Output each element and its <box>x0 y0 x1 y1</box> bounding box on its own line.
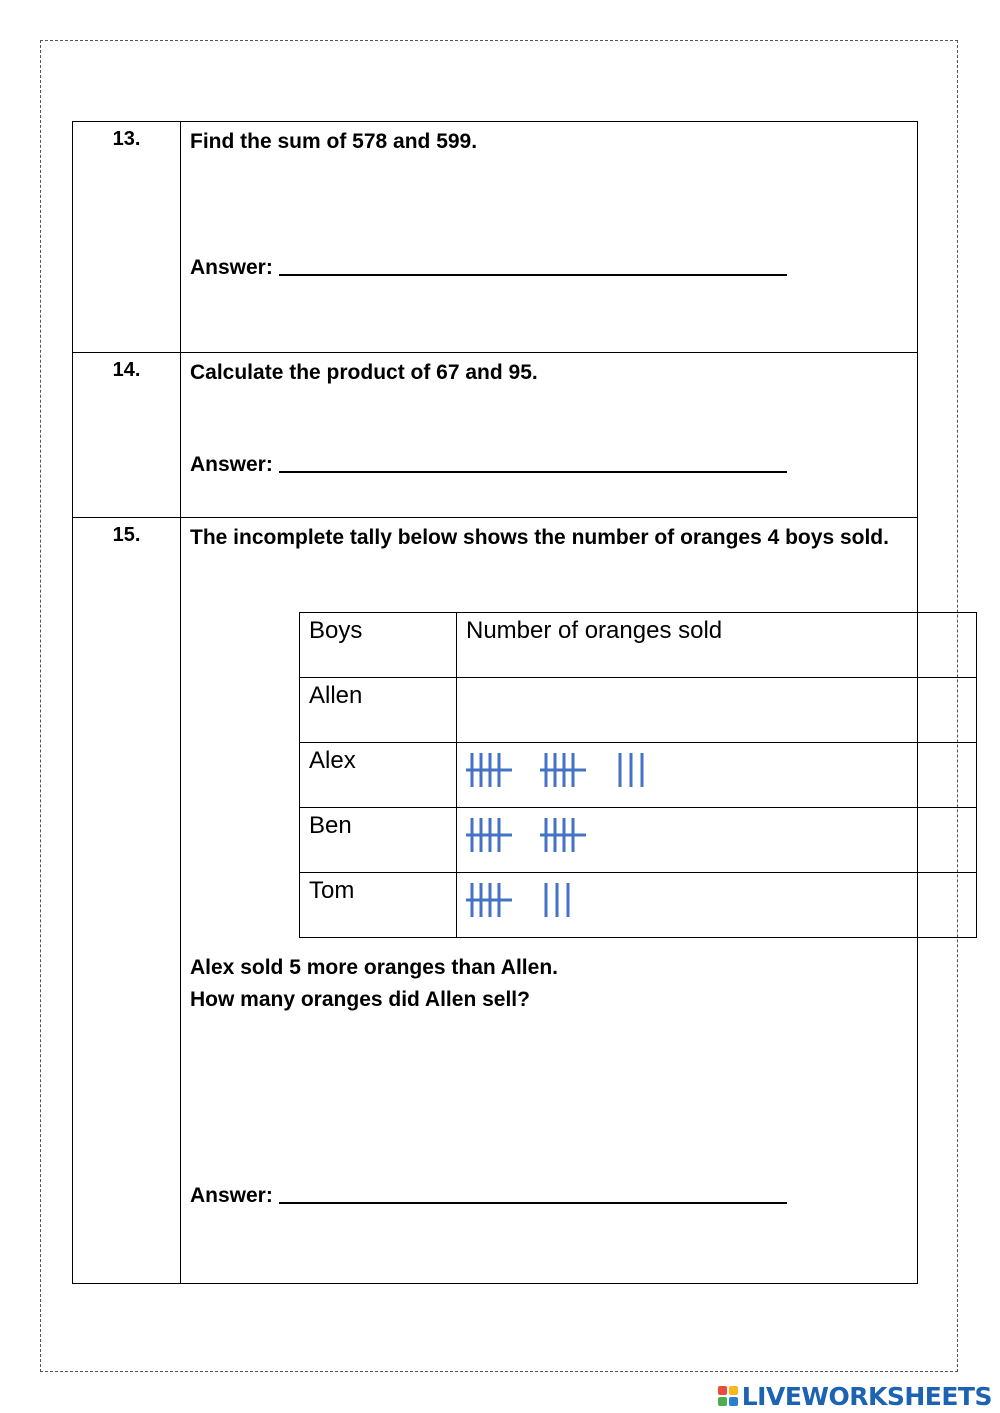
brand-name: LIVEWORKSHEETS <box>741 1381 992 1411</box>
answer-label: Answer: <box>190 1184 273 1207</box>
question-row-13 <box>73 122 918 353</box>
boy-name: Alex <box>300 743 457 808</box>
question-row-14 <box>73 353 918 518</box>
header-oranges: Number of oranges sold <box>457 613 977 678</box>
answer-label: Answer: <box>190 453 273 476</box>
answer-line[interactable] <box>279 453 787 473</box>
answer-line[interactable] <box>279 1184 787 1204</box>
answer-line[interactable] <box>279 256 787 276</box>
question-number: 14. <box>73 353 181 518</box>
logo-icon <box>718 1386 738 1406</box>
answer-field[interactable] <box>190 453 787 477</box>
prompt-line-1: Alex sold 5 more oranges than Allen. <box>190 956 558 979</box>
boy-name: Allen <box>300 678 457 743</box>
answer-field[interactable] <box>190 256 787 280</box>
tally-row <box>300 808 977 873</box>
header-boys: Boys <box>300 613 457 678</box>
question-row-15 <box>73 518 918 1284</box>
tally-row <box>300 743 977 808</box>
tally-header-row <box>300 613 977 678</box>
answer-field[interactable] <box>190 1184 787 1208</box>
question-body <box>181 518 918 1284</box>
tally-cell <box>457 808 977 873</box>
question-number: 15. <box>73 518 181 1284</box>
tally-cell <box>457 743 977 808</box>
question-number: 13. <box>73 122 181 353</box>
question-text: Calculate the product of 67 and 95. <box>190 361 538 384</box>
liveworksheets-logo <box>718 1383 992 1409</box>
questions-table <box>72 121 918 1284</box>
tally-cell <box>457 873 977 938</box>
boy-name: Ben <box>300 808 457 873</box>
tally-marks <box>462 749 762 793</box>
tally-marks <box>462 814 762 858</box>
tally-cell[interactable] <box>457 678 977 743</box>
prompt-line-2: How many oranges did Allen sell? <box>190 988 530 1011</box>
question-body <box>181 353 918 518</box>
tally-table <box>299 612 977 938</box>
question-text: The incomplete tally below shows the number of oranges 4 boys sold. <box>190 526 889 549</box>
tally-row <box>300 873 977 938</box>
answer-label: Answer: <box>190 256 273 279</box>
tally-marks <box>462 879 762 923</box>
tally-row <box>300 678 977 743</box>
question-body <box>181 122 918 353</box>
question-text: Find the sum of 578 and 599. <box>190 130 478 153</box>
boy-name: Tom <box>300 873 457 938</box>
